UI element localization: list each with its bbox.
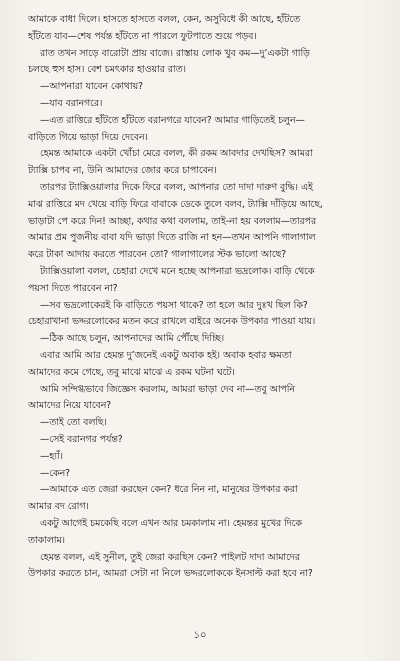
text-line: একটু আগেই চমকেছি বলে এখন আর চমকালাম না। হেমন্তর মুখের দিকে xyxy=(40,517,302,529)
text-line: উপকার করতে চান, আমরা সেটা না নিলে ভদ্দরলোককে ইনসাল্ট করা হবে না? xyxy=(28,568,313,580)
text-line: আমাদের কমে গেছে, তবু মাঝে মাঝে এ রকম ঘটনা ঘটে। xyxy=(28,366,235,378)
text-line: তাকালাম। xyxy=(28,534,65,546)
dialogue-line: —আমাকে এত জেরা করছেন কেন? ধরে নিন না, মানুষের উপকার করা xyxy=(40,484,298,496)
text-line: মাঝ রাত্তিরে মদ খেয়ে বাড়ি ফিরে বাবাকে ডেকে তুলে বলব, ট্যাক্সি দাঁড়িয়ে আছে, xyxy=(28,198,323,210)
text-line: পয়সা দিতে পারবেন না? xyxy=(28,282,118,294)
page-number: ১০ xyxy=(193,630,207,641)
text-line: চলছে হুস হাস। বেশ চমৎকার হাওয়ার রাত। xyxy=(28,64,186,76)
text-line: এবার আমি আর হেমন্ত দু’জনেই একটু অবাক হই। অবাক হবার ক্ষমতা xyxy=(40,349,292,361)
dialogue-line: —এত রাত্তিরে হাঁটতে হাঁটতে বরানগরে যাবেন? আমার গাড়িতেই চলুন— xyxy=(40,114,305,126)
text-line: ভাড়াটা পে করে দিন! আচ্ছা, কথার কথা বললাম, তাই-না হয় বললাম—তারপর xyxy=(28,215,317,227)
text-line: করে টাকা আদায় করতে পারবেন তো? গালাগালের স্টক ভালো আছে? xyxy=(28,249,287,261)
text-line: তারপর ট্যাক্সিওয়ালার দিকে ফিরে বলল, আপনার তো দাদা দারুণ বুদ্ধি। এই xyxy=(40,181,313,193)
text-line: বাড়িতে গিয়ে ভাড়া দিয়ে দেবেন। xyxy=(28,131,148,143)
text-line: হেমন্ত আমাকে একটা খোঁচা মেরে বলল, কী রকম আবদার দেখছিস? আমরা xyxy=(40,148,313,160)
page-body-text xyxy=(28,12,374,583)
dialogue-line: —সেই বরানগর পর্যন্ত? xyxy=(40,433,123,445)
text-line: আমার বদ রোগ। xyxy=(28,501,89,513)
text-line: ট্যাক্সি চাপব না, উনি আমাদের জোর করে চাপাবেন। xyxy=(28,165,217,177)
dialogue-line: —কেন? xyxy=(40,467,71,479)
dialogue-line: —তাই তো বলছি। xyxy=(40,417,107,429)
dialogue-line: —সব ভদ্রলোকেরই কি বাড়িতে পয়সা থাকে? তা হলে আর দুঃখ ছিল কি? xyxy=(40,299,308,311)
text-line: ট্যাক্সিওয়ালা বলল, চেহারা দেখে মনে হচ্ছে আপনারা ভদ্রলোক। বাড়ি থেকে xyxy=(40,265,315,277)
text-line: হেমন্ত বলল, এই সুনীল, তুই জেরা করছিস কেন? পাইলট দাদা আমাদের xyxy=(40,551,300,563)
text-line: রাত তখন সাড়ে বারোটা প্রায় বাজে। রাস্তায় লোক খুব কম—দু’একটা গাড়ি xyxy=(40,47,310,59)
text-line: আমার প্রম পুজনীয় বাবা যদি ভাড়া দিতে রাজি না হন—তখন আপনি গালাগাল xyxy=(28,232,316,244)
dialogue-line: —ঠিক আছে চলুন, আপনাদের আমি পৌঁছে দিচ্ছি। xyxy=(40,333,225,345)
dialogue-line: —হ্যাঁ। xyxy=(40,450,63,462)
dialogue-line: —যাব বরানগরে। xyxy=(40,97,103,109)
text-line: হাঁটতে যাব—শেষ পর্যন্ত হাঁটতে না পারলে ফুটপাতে শুয়ে পড়ব। xyxy=(28,30,257,42)
text-line: চেহারাখানা ভদ্দরলোকের মতন করে রাখলে বাইরে অনেক উপকার পাওয়া যায়। xyxy=(28,316,316,328)
text-line: আমি সন্দিগ্ধভাবে জিজ্ঞেস করলাম, আমরা ভাড়া দেব না—তবু আপনি xyxy=(40,383,295,395)
dialogue-line: —আপনারা যাবেন কোথায়? xyxy=(40,81,144,93)
text-line: আমাদের নিয়ে যাবেন? xyxy=(28,400,112,412)
text-line: আমাকে বাধা দিলে। হাসতে হাসতে বলল, কেন, অসুবিধে কী আছে, হাঁটতে xyxy=(28,14,301,25)
